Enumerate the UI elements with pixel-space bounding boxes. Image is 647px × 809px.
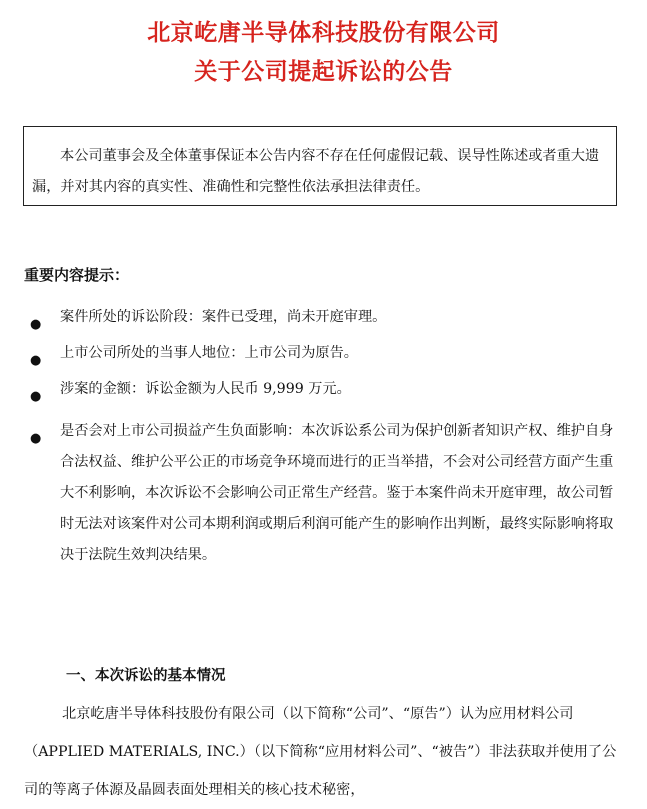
key-point-item: 案件所处的诉讼阶段：案件已受理，尚未开庭审理。 <box>60 309 387 325</box>
bullet-icon: ● <box>30 389 42 404</box>
section-1-body <box>24 695 630 809</box>
company-name-title: 北京屹唐半导体科技股份有限公司 <box>147 20 500 46</box>
announcement-title: 关于公司提起诉讼的公告 <box>194 59 453 85</box>
disclaimer-text: 本公司董事会及全体董事保证本公告内容不存在任何虚假记载、误导性陈述或者重大遗漏，并对其内容的真实性、准确性和完整性依法承担法律责任。 <box>32 148 600 195</box>
key-point-item: 是否会对上市公司损益产生负面影响：本次诉讼系公司为保护创新者知识产权、维护自身合法权益、维护公平公正的市场竞争环境而进行的正当举措，不会对公司经营方面产生重大不利影响，本次诉讼不会影响公司正常生产经营。鉴于本案件尚未开庭审理，故公司暂时无法对该案件对公司本期利润或期后利润可能产生的影响作出判断，最终实际影响将取决于法院生效判决结果。 <box>60 423 614 563</box>
disclaimer-box <box>23 126 617 206</box>
section-1-paragraph: 北京屹唐半导体科技股份有限公司（以下简称“公司”、“原告”）认为应用材料公司（APPLIED MATERIALS, INC.）（以下简称“应用材料公司”、“被告”）非法获取并使用了公司的等离子体源及晶圆表面处理相关的核心技术秘密， <box>24 706 617 798</box>
key-point-item: 涉案的金额：诉讼金额为人民币 9,999 万元。 <box>60 381 351 397</box>
bullet-icon: ● <box>30 431 42 446</box>
bullet-icon: ● <box>30 353 42 368</box>
bullet-icon: ● <box>30 317 42 332</box>
key-point-item: 上市公司所处的当事人地位：上市公司为原告。 <box>60 345 358 361</box>
key-points-heading: 重要内容提示： <box>24 266 130 284</box>
section-1-title: 一、本次诉讼的基本情况 <box>66 668 226 684</box>
